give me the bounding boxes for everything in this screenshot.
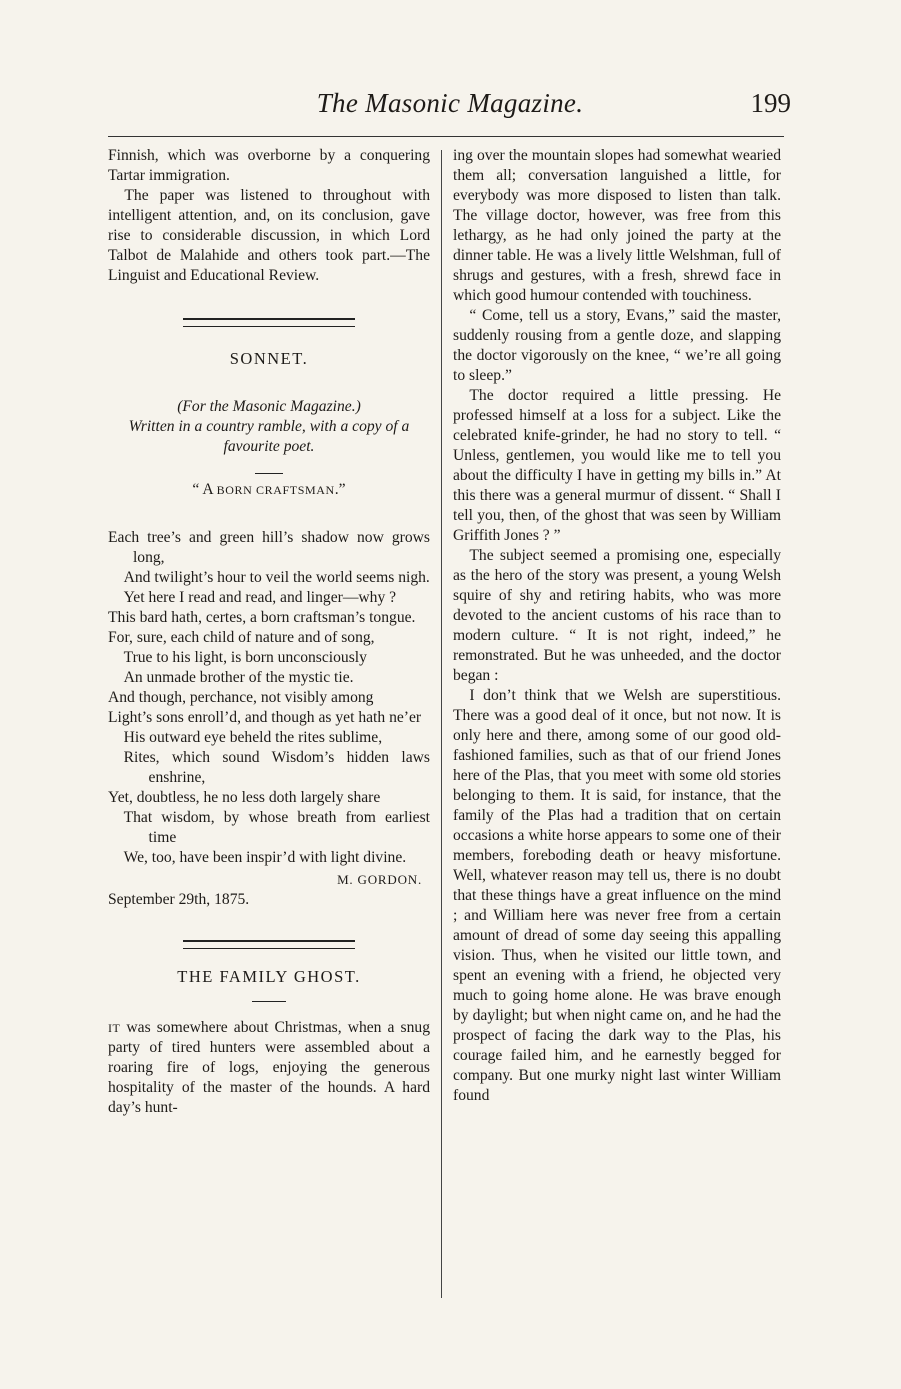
story-paragraph: I don’t think that we Welsh are superstitious. There was a good deal of it once, but not now. It is only here and there, among some of our good old-fashioned families, such as that of our friend Jones here of the Plas, that you meet with some old stories belonging to them. It is said, for instance, that the family of the Plas had a tradition that on certain occasions a white horse appears to some one of their members, foreboding death or heavy misfortune. Well, whatever reason may tell us, there is no doubt that these things have a great influence on the mind ; and William here was never free from a certain amount of dread of some day seeing this appalling vision. Thus, when he visited our little town, and spent an evening with a friend, he objected very much to going home alone. He was brave enough by daylight; but when night came on, and he had the prospect of facing the dark way to the Plas, his courage failed him, and he earnestly begged for company. But one murky night last winter William found xyxy=(453,687,781,1104)
right-column xyxy=(453,146,781,1106)
motto-small-caps: BORN CRAFTSMAN xyxy=(216,483,335,497)
story-opening-capital: IT xyxy=(108,1021,121,1035)
poem-line: And though, perchance, not visibly among xyxy=(108,689,374,706)
poem-line: Light’s sons enroll’d, and though as yet hath ne’er xyxy=(108,709,422,726)
poem-line: And twilight’s hour to veil the world seems nigh. xyxy=(123,569,430,586)
section-divider xyxy=(183,318,355,327)
running-title: The Masonic Magazine. xyxy=(316,88,584,118)
story-paragraph: “ Come, tell us a story, Evans,” said the master, suddenly rousing from a gentle doze, and slapping the doctor vigorously on the knee, “ we’re all going to sleep.” xyxy=(453,307,781,384)
sonnet-note-line: Written in a country ramble, with a copy of a favourite poet. xyxy=(128,418,410,455)
sonnet-title: SONNET. xyxy=(229,349,309,368)
sonnet-note-line: (For the Masonic Magazine.) xyxy=(177,398,361,415)
continuation-paragraph: Finnish, which was overborne by a conquering Tartar immigration. xyxy=(108,147,430,184)
page-number: 199 xyxy=(750,88,791,118)
page-header xyxy=(0,88,901,128)
short-divider xyxy=(252,1001,286,1002)
poem-line: We, too, have been inspir’d with light divine. xyxy=(123,849,407,866)
review-paragraph: The paper was listened to throughout with intelligent attention, and, on its conclusion, gave rise to considerable discussion, in which Lord Talbot de Malahide and others took part.—The Linguist and Educational Review. xyxy=(108,187,430,284)
short-divider xyxy=(255,473,283,474)
story-title: THE FAMILY GHOST. xyxy=(177,967,361,986)
left-column xyxy=(108,146,430,1118)
poem-line: Rites, which sound Wisdom’s hidden laws enshrine, xyxy=(123,749,430,786)
sonnet-motto xyxy=(108,480,430,500)
motto-open: “ A xyxy=(192,481,217,498)
poem-line: His outward eye beheld the rites sublime, xyxy=(123,729,383,746)
story-paragraph: The doctor required a little pressing. He professed himself at a loss for a subject. Like the celebrated knife-grinder, he had no story to tell. “ Unless, gentlemen, you would like me to tell you about the difficulty I have in getting my bills in.” At this there was a general murmur of dissent. “ Shall I tell you, then, of the ghost that was seen by William Griffith Jones ? ” xyxy=(453,387,781,544)
poem-line: Each tree’s and green hill’s shadow now grows long, xyxy=(108,529,430,566)
column-rule xyxy=(441,150,442,1298)
story-opening-text: was somewhere about Christmas, when a snug party of tired hunters were assembled about a roaring fire of logs, enjoying the generous hospitality of the master of the hounds. A hard day’s hunt- xyxy=(108,1019,430,1116)
story-paragraph: The subject seemed a promising one, especially as the hero of the story was present, a young Welsh squire of shy and retiring habits, who was more devoted to the ancient customs of his race than to modern culture. “ It is not right, indeed,” he remonstrated. But he was unheeded, and the doctor began : xyxy=(453,547,781,684)
story-paragraph: ing over the mountain slopes had somewhat wearied them all; conversation languished a little, for everybody was more disposed to listen than talk. The village doctor, however, was free from this lethargy, as he had only joined the party at the dinner table. He was a lively little Welshman, full of shrugs and gestures, with a fresh, shrewd face in which good humour contended with touchiness. xyxy=(453,147,781,304)
poem-line: An unmade brother of the mystic tie. xyxy=(123,669,354,686)
motto-close: .” xyxy=(334,481,346,498)
header-rule xyxy=(108,136,784,137)
poem-line: Yet here I read and read, and linger—why ? xyxy=(123,589,397,606)
sonnet-body xyxy=(108,528,430,868)
sonnet-signature: M. GORDON. xyxy=(337,872,422,887)
poem-line: That wisdom, by whose breath from earliest time xyxy=(123,809,430,846)
poem-line: For, sure, each child of nature and of song, xyxy=(108,629,375,646)
sonnet-note xyxy=(108,397,430,457)
poem-line: True to his light, is born unconsciously xyxy=(123,649,367,666)
story-opening-paragraph xyxy=(108,1018,430,1118)
poem-line: This bard hath, certes, a born craftsman’s tongue. xyxy=(108,609,416,626)
section-divider xyxy=(183,940,355,949)
poem-line: Yet, doubtless, he no less doth largely share xyxy=(108,789,381,806)
sonnet-date: September 29th, 1875. xyxy=(108,891,250,908)
